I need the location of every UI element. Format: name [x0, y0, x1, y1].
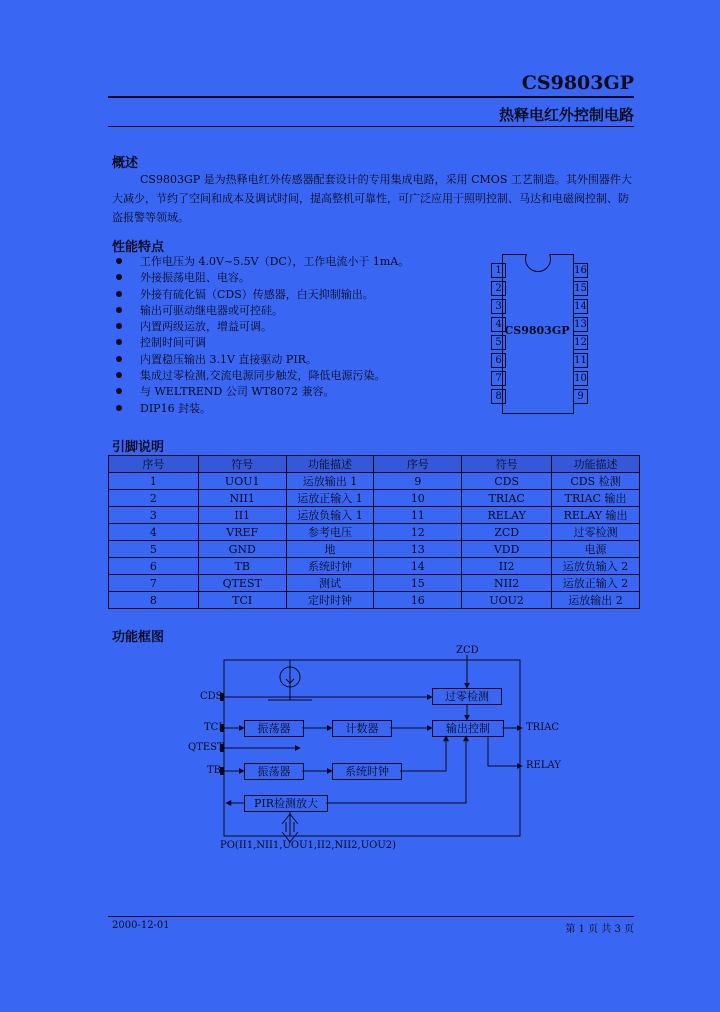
chip-pin-right: 12 — [574, 337, 587, 348]
diagram-heading: 功能框图 — [112, 630, 165, 645]
chip-pin-left: 6 — [491, 353, 506, 368]
table-row: 3 II1 运放负输入 1 11 RELAY RELAY 输出 — [109, 507, 640, 524]
pin-table-heading: 引脚说明 — [112, 440, 165, 455]
qtest-label: QTEST — [188, 742, 224, 753]
features-heading: 性能特点 — [112, 240, 165, 255]
table-row: 8 TCI 定时时钟 16 UOU2 运放输出 2 — [109, 592, 640, 609]
relay-wire — [488, 736, 522, 766]
cds-label: CDS — [200, 691, 223, 702]
chip-pin-left: 7 — [491, 371, 506, 386]
chip-pin-right: 15 — [574, 283, 587, 294]
table-row: 1 UOU1 运放输出 1 9 CDS CDS 检测 — [109, 473, 640, 490]
feature-item: 外接有硫化镉（CDS）传感器，白天抑制输出。 — [112, 287, 409, 303]
feature-item: 外接振荡电阻、电容。 — [112, 270, 409, 286]
zero-cross-detect-block: 过零检测 — [432, 688, 502, 705]
col-header: 符号 — [198, 456, 286, 473]
tb-label: TB — [207, 765, 222, 776]
pir-amplifier-block: PIR检测放大 — [244, 795, 328, 812]
chip-pin-right: 13 — [574, 319, 587, 330]
oscillator-block: 振荡器 — [244, 720, 304, 737]
pir-pins-label: PO(II1,NII1,UOU1,II2,NII2,UOU2) — [220, 840, 397, 851]
table-row: 5 GND 地 13 VDD 电源 — [109, 541, 640, 558]
oscillator-block-2: 振荡器 — [244, 763, 304, 780]
col-header: 功能描述 — [552, 456, 640, 473]
footer-date: 2000-12-01 — [112, 920, 170, 931]
col-header: 序号 — [109, 456, 199, 473]
triac-label: TRIAC — [526, 722, 560, 733]
part-number-title: CS9803GP — [521, 72, 634, 94]
footer-rule — [108, 916, 634, 917]
table-row: 4 VREF 参考电压 12 ZCD 过零检测 — [109, 524, 640, 541]
feature-item: 输出可驱动继电器或可控硅。 — [112, 303, 409, 319]
regulator-arrow-icon — [286, 671, 294, 683]
overview-text: CS9803GP 是为热释电红外传感器配套设计的专用集成电路，采用 CMOS 工艺制造。其外围器件大大减少，节约了空间和成本及调试时间，提高整机可靠性，可广泛应用于照明控制、马达和电磁阀控制、防盗报警等领域。 — [112, 173, 632, 224]
chip-pin-right: 10 — [574, 373, 587, 384]
feature-item: 与 WELTREND 公司 WT8072 兼容。 — [112, 384, 409, 400]
col-header: 符号 — [462, 456, 552, 473]
chip-label: CS9803GP — [504, 324, 570, 337]
chip-pin-right: 9 — [573, 389, 588, 404]
chip-pin-left: 1 — [491, 263, 506, 278]
feature-item: 控制时间可调 — [112, 335, 409, 351]
chip-pin-left: 3 — [491, 299, 506, 314]
clock-to-output-wire — [400, 736, 446, 771]
table-row: 6 TB 系统时钟 14 II2 运放负输入 2 — [109, 558, 640, 575]
chip-pin-left: 8 — [491, 389, 506, 404]
footer-page-number: 第 1 页 共 3 页 — [565, 924, 634, 935]
chip-pin-right: 11 — [574, 355, 587, 366]
feature-item: DIP16 封装。 — [112, 401, 409, 417]
chip-pin-right: 16 — [574, 265, 587, 276]
col-header: 功能描述 — [286, 456, 374, 473]
chip-pin-right: 14 — [574, 301, 587, 312]
relay-label: RELAY — [526, 760, 561, 771]
chip-pin-left: 2 — [491, 281, 506, 296]
zcd-label: ZCD — [456, 645, 479, 656]
overview-heading: 概述 — [112, 156, 139, 171]
tci-label: TCI — [204, 722, 223, 733]
chip-pin-left: 5 — [491, 335, 506, 350]
document-subtitle: 热释电红外控制电路 — [498, 106, 634, 124]
table-row: 2 NII1 运放正输入 1 10 TRIAC TRIAC 输出 — [109, 490, 640, 507]
table-row: 7 QTEST 测试 15 NII2 运放正输入 2 — [109, 575, 640, 592]
feature-item: 内置两级运放，增益可调。 — [112, 319, 409, 335]
chip-pin-left: 4 — [491, 317, 506, 332]
feature-item: 集成过零检测,交流电源同步触发，降低电源污染。 — [112, 368, 409, 384]
col-header: 序号 — [374, 456, 462, 473]
counter-block: 计数器 — [332, 720, 392, 737]
feature-item: 内置稳压输出 3.1V 直接驱动 PIR。 — [112, 352, 409, 368]
feature-item: 工作电压为 4.0V~5.5V（DC），工作电流小于 1mA。 — [112, 254, 409, 270]
output-control-block: 输出控制 — [432, 720, 504, 737]
system-clock-block: 系统时钟 — [332, 763, 402, 780]
